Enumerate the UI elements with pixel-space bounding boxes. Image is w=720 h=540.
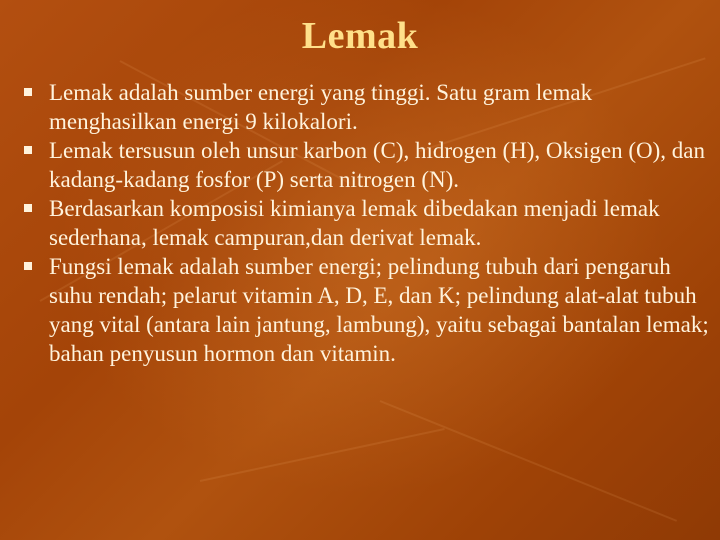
- background-texture-line: [380, 400, 677, 522]
- slide-title: Lemak: [301, 15, 419, 57]
- bullet-item: [22, 252, 712, 368]
- bullet-item: [22, 136, 712, 194]
- square-bullet-icon: [24, 88, 32, 96]
- bullet-item: [22, 78, 712, 136]
- bullet-text: Berdasarkan komposisi kimianya lemak dibedakan menjadi lemak sederhana, lemak campuran,dan derivat lemak.: [49, 196, 660, 250]
- bullet-text: Lemak tersusun oleh unsur karbon (C), hidrogen (H), Oksigen (O), dan kadang-kadang fosfor (P) serta nitrogen (N).: [49, 138, 705, 192]
- bullet-text: Fungsi lemak adalah sumber energi; pelindung tubuh dari pengaruh suhu rendah; pelarut vitamin A, D, E, dan K; pelindung alat-alat tubuh yang vital (antara lain jantung, lambung), yaitu sebagai bantalan lemak; bahan penyusun hormon dan vitamin.: [49, 254, 709, 366]
- bullet-item: [22, 194, 712, 252]
- square-bullet-icon: [24, 146, 32, 154]
- square-bullet-icon: [24, 262, 32, 270]
- square-bullet-icon: [24, 204, 32, 212]
- background-texture-line: [200, 428, 445, 482]
- bullet-list: [22, 78, 712, 368]
- bullet-text: Lemak adalah sumber energi yang tinggi. Satu gram lemak menghasilkan energi 9 kilokalori.: [49, 80, 593, 134]
